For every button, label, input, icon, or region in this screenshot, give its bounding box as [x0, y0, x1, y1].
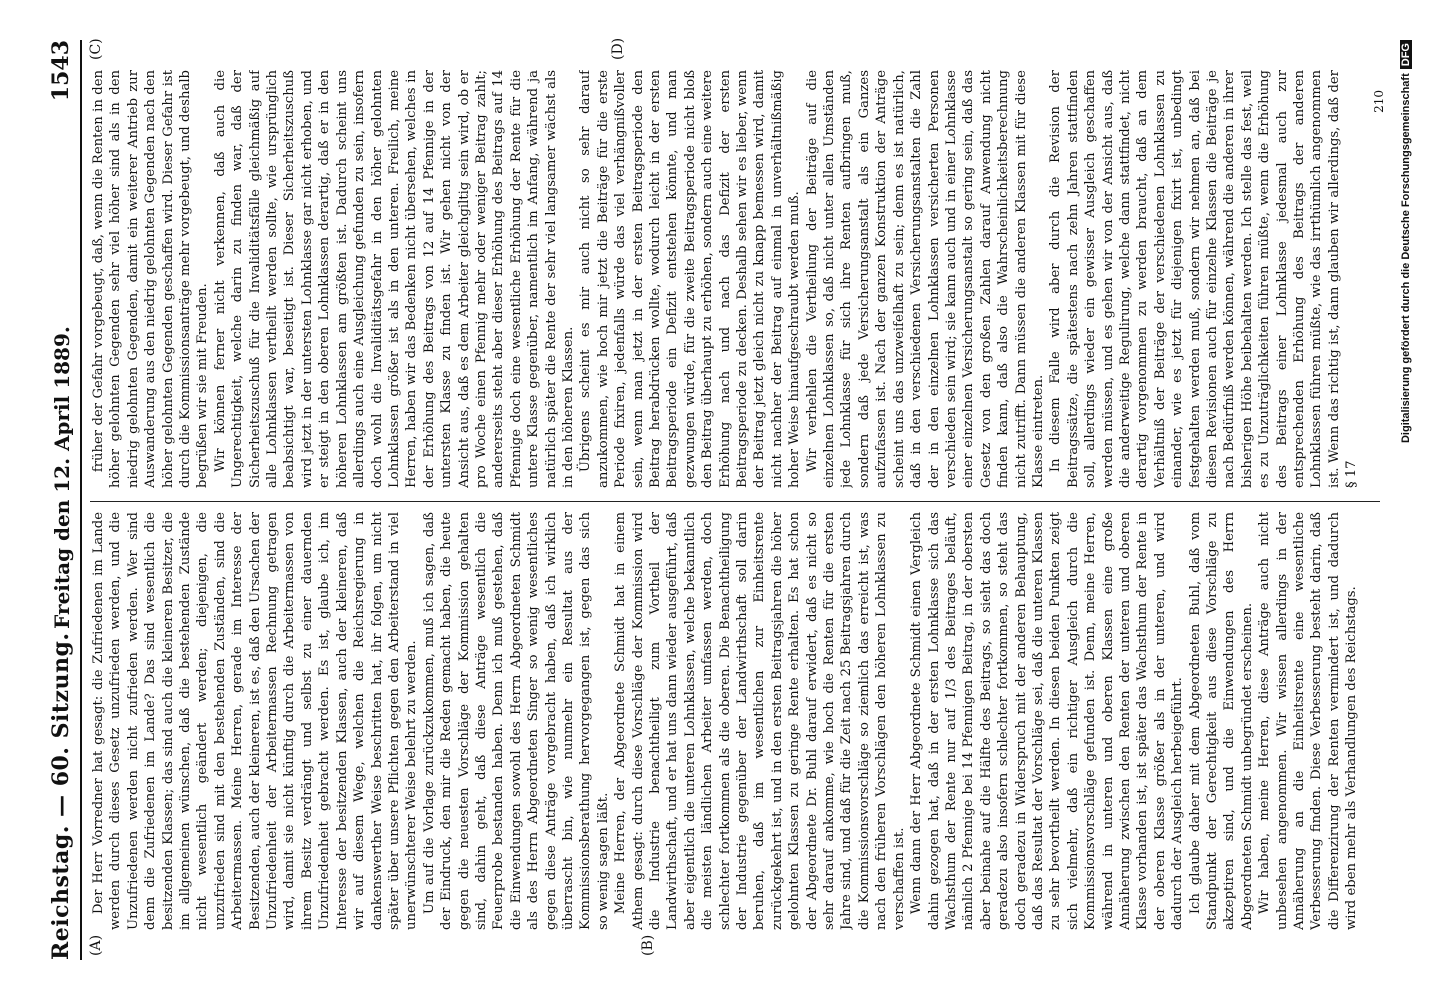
paragraph: Meine Herren, der Abgeordnete Schmidt hat in einem Athem gesagt: durch diese Vorschläge der Kommission wird die Industrie benachtheiligt zum Vortheil der Landwirthschaft, und er hat uns dann wieder ausgeführt, daß aber eigentlich die unteren Lohnklassen, welche bekanntlich die meisten ländlichen Arbeiter umfassen werden, doch schlechter fortkommen als die oberen. Die Benachtheiligung der Industrie gegenüber der Landwirthschaft soll darin beruhen, daß im wesentlichen zur Einheitsrente zurückgekehrt ist, und in den ersten Beitragsjahren die höher gelohnten Klassen zu geringe Rente erhalten. Es hat schon der Abgeordnete Dr. Buhl darauf erwidert, daß es nicht so sehr darauf ankomme, wie hoch die Renten für die ersten Jahre sind, und daß für die Zeit nach 25 Beitragsjahren durch die Kommissionsvorschläge so ziemlich das erreicht ist, was nach den früheren Vorschlägen den höheren Lohnklassen zu verschaffen ist.: [613, 512, 907, 930]
paragraph: Um auf die Vorlage zurückzukommen, muß ich sagen, daß der Eindruck, den mir die Reden gemacht haben, die heute gegen die neuesten Vorschläge der Kommission gehalten sind, dahin geht, daß diese Anträge wesentlich die Feuerprobe bestanden haben. Denn ich muß gestehen, daß die Einwendungen sowohl des Herrn Abgeordneten Schmidt als des Herrn Abgeordneten Singer so wenig wesentliches gegen diese Anträge vorgebracht haben, daß ich wirklich überrascht bin, wie nunmehr ein Resultat aus der Kommissionsberathung hervorgegangen ist, gegen das sich so wenig sagen läßt.: [421, 512, 611, 930]
paragraph: Wir verhehlen die Vertheilung der Beiträge auf die einzelnen Lohnklassen so, daß nicht unter allen Umständen jede Lohnklasse für sich ihre Renten aufbringen muß, sondern daß jede Versicherungsanstalt als ein Ganzes aufzufassen ist. Nach der ganzen Konstruktion der Anträge scheint uns das unzweifelhaft zu sein; denn es ist natürlich, daß in den verschiedenen Versicherungsanstalten die Zahl der in den einzelnen Lohnklassen versicherten Personen verschieden sein wird; sie kann auch und in einer Lohnklasse einer einzelnen Versicherungsanstalt so gering sein, daß das Gesetz von den großen Zahlen darauf Anwendung nicht finden kann, daß also die Wahrscheinlichkeitsberechnung nicht zutrifft. Dann müssen die anderen Klassen mit für diese Klasse eintreten.: [804, 70, 1046, 488]
left-text-column: [90, 512, 1380, 930]
paragraph: In diesem Falle wird aber durch die Revision der Beitragssätze, die spätestens nach zehn Jahren stattfinden soll, allerdings wieder ein gewisser Ausgleich geschaffen werden müssen, und es gehen wir von der Ansicht aus, daß die anderweitige Regulirung, welche dann stattfindet, nicht derartig vorgenommen zu werden braucht, daß an dem Verhältniß der Beiträge der verschiedenen Lohnklassen zu einander, wie es jetzt für diejenigen fixirt ist, unbedingt festgehalten werden muß, sondern wir nehmen an, daß bei diesen Revisionen auch für einzelne Klassen die Beiträge je nach Bedürfniß werden können, während die anderen in ihrer bisherigen Höhe beibehalten werden. Ich stelle das fest, weil es zu Unzuträglichkeiten führen müßte, wenn die Erhöhung des Beitrags einer Lohnklasse jedesmal auch zur entsprechenden Erhöhung des Beitrags der anderen Lohnklassen führen müßte, wie das irrthümlich angenommen ist. Wenn das richtig ist, dann glauben wir allerdings, daß der § 17: [1048, 70, 1360, 488]
header-date: Freitag den 12. April 1889.: [50, 326, 74, 629]
paragraph: früher der Gefahr vorgebeugt, daß, wenn die Renten in den höher gelohnten Gegenden sehr viel höher sind als in den niedrig gelohnten Gegenden, damit ein weiterer Antrieb zur Auswanderung aus den niedrig gelohnten Gegenden nach den höher gelohnten Gegenden geschaffen wird. Dieser Gefahr ist durch die Kommissionsanträge mehr vorgebeugt, und deshalb begrüßen wir sie mit Freuden.: [91, 70, 211, 488]
paragraph: Übrigens scheint es mir auch nicht so sehr darauf anzukommen, wie hoch mir jetzt die Beiträge für die erste Periode fixiren, jedenfalls würde das viel verhängnißvoller sein, wenn man jetzt in der ersten Beitragsperiode den Beitrag herabdrücken wollte, wodurch leicht in der ersten Beitragsperiode ein Defizit entstehen könnte, und man gezwungen würde, für die zweite Beitragsperiode nicht bloß den Beitrag überhaupt zu erhöhen, sondern auch eine weitere Erhöhung nach und nach das Defizit der ersten Beitragsperiode zu decken. Deshalb sehen wir es lieber, wenn der Beitrag jetzt gleich nicht zu knapp bemessen wird, damit nicht nachher der Beitrag auf einmal in unverhältnißmäßig hoher Weise hinaufgeschraubt werden muß.: [578, 70, 803, 488]
paragraph: Der Herr Vorredner hat gesagt: die Zufriedenen im Lande werden durch dieses Gesetz unzufrieden werden, und die Unzufriedenen werden nicht zufrieden werden. Wer sind denn die Zufriedenen im Lande? Das sind wesentlich die besitzenden Klassen; das sind auch die kleineren Besitzer, die im allgemeinen wünschen, daß die bestehenden Zustände nicht wesentlich geändert werden; diejenigen, die unzufrieden sind mit den bestehenden Zuständen, sind die Arbeitermassen. Meine Herren, gerade im Interesse der Besitzenden, auch der kleineren, ist es, daß den Ursachen der Unzufriedenheit der Arbeitermassen Rechnung getragen wird, damit sie nicht künftig durch die Arbeitermassen von ihrem Besitz verdrängt und selbst zu einer dauernden Unzufriedenheit gebracht werden. Es ist, glaube ich, im Interesse der besitzenden Klassen, auch der kleineren, daß wir auf diesem Wege, welchen die Reichsregierung in dankenswerther Weise beschritten hat, ihr folgen, um nicht später über unsere Pflichten gegen den Arbeiterstand in viel unerwünschterer Weise belehrt zu werden.: [91, 512, 420, 930]
margin-marker-d: (D): [610, 37, 626, 60]
margin-marker-a: (A): [88, 934, 104, 956]
signature-mark: 210: [1372, 90, 1386, 113]
page-header: [40, 40, 82, 960]
digitization-credit: [1400, 40, 1412, 443]
credit-text: Digitalisierung gefördert durch die Deutsche Forschungsgemeinschaft: [1400, 73, 1412, 444]
margin-marker-c: (C): [88, 38, 104, 60]
column-divider: [90, 501, 1380, 502]
right-text-column: [90, 70, 1380, 488]
page-number: 1543: [48, 40, 74, 102]
margin-marker-b: (B): [640, 934, 656, 956]
paragraph: Ich glaube daher mit dem Abgeordneten Buhl, daß vom Standpunkt der Gerechtigkeit aus diese Vorschläge zu akzeptiren sind, und die Einwendungen des Herrn Abgeordneten Schmidt unbegründet erscheinen.: [1187, 512, 1255, 930]
dfg-logo: DFG: [1400, 40, 1412, 69]
paragraph: Wenn dann der Herr Abgeordnete Schmidt einen Vergleich dahin gezogen hat, daß in der ersten Lohnklasse sich das Wachsthum der Rente nur auf 1/3 des Beitrages beläuft, nämlich 2 Pfennige bei 14 Pfennigen Beitrag, in der obersten aber beinahe auf die Hälfte des Beitrags, so sieht das doch geradezu also insofern schlechter fortkommen, so steht das doch geradezu in Widerspruch mit der anderen Behauptung, daß das Resultat der Vorschläge sei, daß die unteren Klassen zu sehr bevortheilt werden. In diesen beiden Punkten zeigt sich vielmehr, daß ein richtiger Ausgleich durch die Kommissionsvorschläge gefunden ist. Denn, meine Herren, während in unteren und oberen Klassen eine große Annäherung zwischen den Renten der unteren und oberen Klasse vorhanden ist, ist später das Wachsthum der Rente in der oberen Klasse größer als in der unteren, und wird dadurch der Ausgleich herbeigeführt.: [909, 512, 1186, 930]
paragraph: Wir haben, meine Herren, diese Anträge auch nicht unbesehen angenommen. Wir wissen allerdings in der Annäherung an die Einheitsrente eine wesentliche Verbesserung finden. Diese Verbesserung besteht darin, daß die Differenzirung der Renten vermindert ist, und dadurch wird eben mehr als Verhandlungen des Reichstags.: [1257, 512, 1360, 930]
header-session: Reichstag. — 60. Sitzung.: [48, 632, 74, 960]
paragraph: Wir können ferner nicht verkennen, daß auch die Ungerechtigkeit, welche darin zu finden war, daß der Sicherheitszuschuß für die Invaliditätsfälle gleichmäßig auf alle Lohnklassen vertheilt werden sollte, wie ursprünglich beabsichtigt war, beseitigt ist. Dieser Sicherheitszuschuß wird jetzt in der untersten Lohnklasse gar nicht erhoben, und er steigt in den oberen Lohnklassen derartig, daß er in den höheren Lohnklassen am größten ist. Dadurch scheint uns allerdings auch eine Ausgleichung gefunden zu sein, insofern doch wohl die Invaliditätsgefahr in den höher gelohnten Lohnklassen größer ist als in den unteren. Freilich, meine Herren, haben wir das Bedenken nicht übersehen, welches in der Erhöhung des Beitrags von 12 auf 14 Pfennige in der untersten Klasse zu finden ist. Wir gehen nicht von der Ansicht aus, daß es dem Arbeiter gleichgiltig sein wird, ob er pro Woche einen Pfennig mehr oder weniger Beitrag zahlt; andererseits steht aber dieser Erhöhung des Beitrags auf 14 Pfennige doch eine wesentliche Erhöhung der Rente für die untere Klasse gegenüber, namentlich im Anfang, während ja natürlich später die Rente der sehr viel langsamer wächst als in den höheren Klassen.: [212, 70, 576, 488]
